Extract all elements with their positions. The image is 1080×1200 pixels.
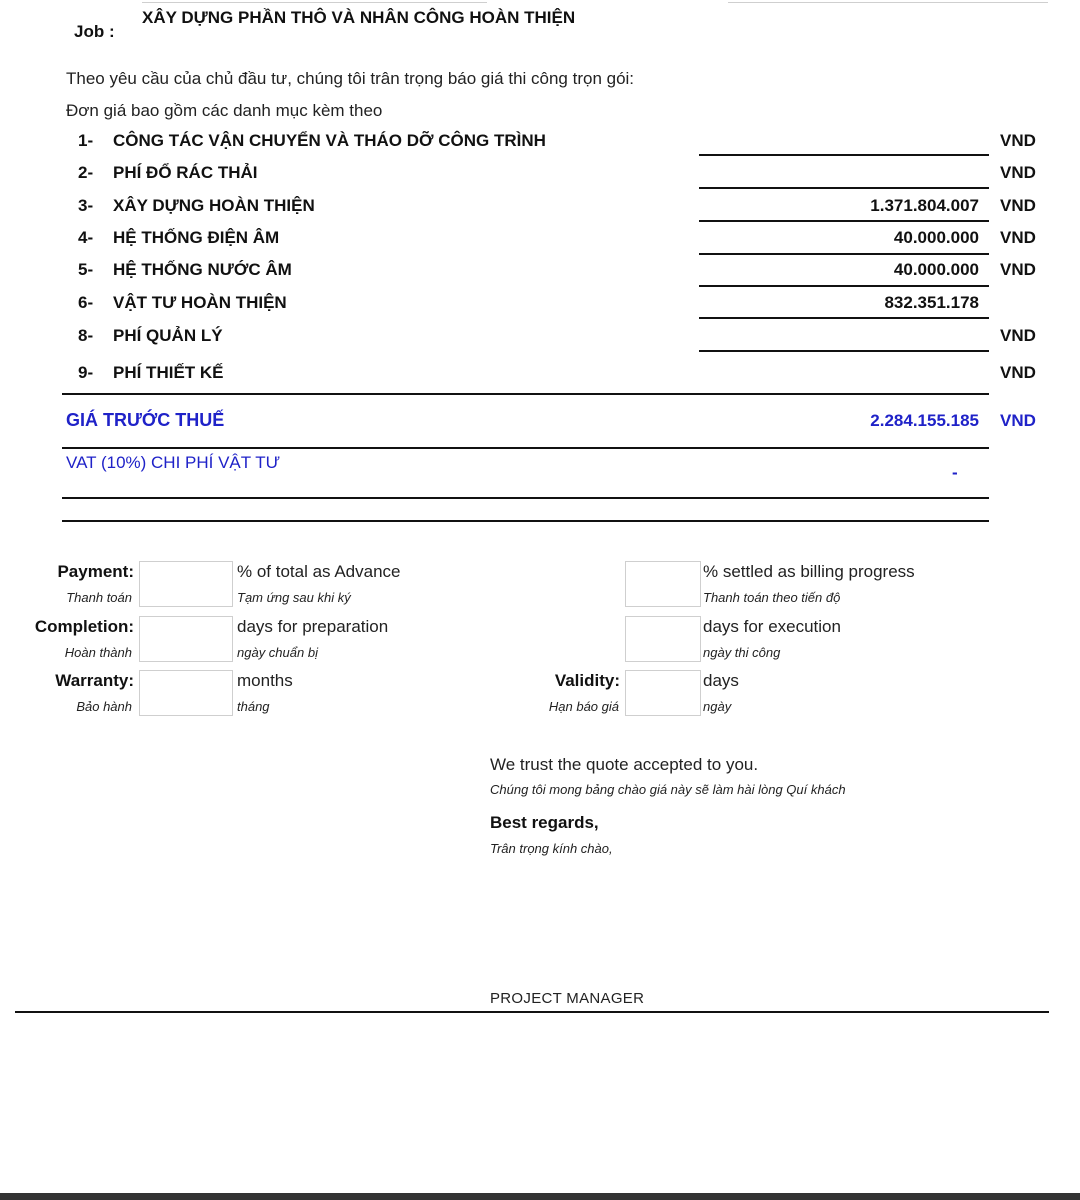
preparation-days-field[interactable]: [139, 616, 233, 662]
item-underline: [699, 154, 989, 156]
validity-label: Validity:: [554, 671, 620, 690]
validity-sub: Hạn báo giá: [548, 699, 619, 714]
item-unit: VND: [1000, 228, 1036, 247]
progress-text: % settled as billing progress: [703, 562, 915, 581]
signature-rule: [15, 1011, 1049, 1013]
progress-percent-field[interactable]: [625, 561, 701, 607]
warranty-months-field[interactable]: [139, 670, 233, 716]
completion-label: Completion:: [34, 617, 134, 636]
item-unit: VND: [1000, 163, 1036, 182]
vat-rule-2: [62, 520, 989, 522]
item-label: HỆ THỐNG ĐIỆN ÂM: [113, 228, 280, 247]
item-underline: [699, 350, 989, 352]
execution-days-field[interactable]: [625, 616, 701, 662]
vat-rule: [62, 497, 989, 499]
item-unit: VND: [1000, 196, 1036, 215]
warranty-text: months: [237, 671, 293, 690]
item-underline: [699, 220, 989, 222]
item-underline: [699, 317, 989, 319]
item-unit: VND: [1000, 326, 1036, 345]
total-rule: [62, 447, 989, 449]
validity-days-field[interactable]: [625, 670, 701, 716]
regards-line-sub: Trân trọng kính chào,: [490, 841, 613, 856]
item-amount: 1.371.804.007: [870, 196, 979, 215]
signer-title: PROJECT MANAGER: [490, 990, 645, 1007]
item-label: CÔNG TÁC VẬN CHUYỂN VÀ THÁO DỠ CÔNG TRÌNH: [113, 131, 546, 150]
intro-line-1: Theo yêu cầu của chủ đầu tư, chúng tôi trân trọng báo giá thi công trọn gói:: [66, 69, 635, 88]
item-number: 2-: [78, 163, 94, 182]
item-number: 5-: [78, 260, 94, 279]
validity-text-sub: ngày: [703, 699, 732, 714]
execution-text: days for execution: [703, 617, 841, 636]
total-unit: VND: [1000, 411, 1036, 430]
item-unit: VND: [1000, 260, 1036, 279]
warranty-label: Warranty:: [55, 671, 134, 690]
item-underline: [699, 253, 989, 255]
intro-line-2: Đơn giá bao gồm các danh mục kèm theo: [66, 101, 383, 120]
trust-line-sub: Chúng tôi mong bảng chào giá này sẽ làm hài lòng Quí khách: [490, 782, 846, 797]
item-amount: 40.000.000: [893, 228, 979, 247]
subtotal-rule: [62, 393, 989, 395]
completion-sub: Hoàn thành: [64, 645, 132, 660]
item-label: PHÍ ĐỔ RÁC THẢI: [113, 163, 258, 182]
job-label: Job :: [74, 22, 115, 41]
total-label: GIÁ TRƯỚC THUẾ: [66, 410, 225, 430]
item-number: 8-: [78, 326, 94, 345]
item-number: 6-: [78, 293, 94, 312]
item-label: PHÍ THIẾT KẾ: [113, 363, 224, 382]
preparation-sub: ngày chuẩn bị: [237, 645, 318, 660]
total-amount: 2.284.155.185: [870, 411, 979, 430]
advance-sub: Tạm ứng sau khi ký: [237, 590, 351, 605]
warranty-text-sub: tháng: [237, 699, 270, 714]
trust-line: We trust the quote accepted to you.: [490, 755, 759, 774]
item-unit: VND: [1000, 131, 1036, 150]
item-amount: 40.000.000: [893, 260, 979, 279]
regards-line: Best regards,: [490, 813, 599, 832]
advance-percent-field[interactable]: [139, 561, 233, 607]
vat-value: -: [952, 463, 958, 482]
item-number: 1-: [78, 131, 94, 150]
item-amount: 832.351.178: [884, 293, 979, 312]
top-rule-right: [728, 2, 1048, 3]
item-number: 3-: [78, 196, 94, 215]
preparation-text: days for preparation: [237, 617, 389, 636]
top-rule-left: [142, 2, 487, 3]
item-label: VẬT TƯ HOÀN THIỆN: [113, 293, 287, 312]
item-number: 4-: [78, 228, 94, 247]
payment-sub: Thanh toán: [66, 590, 132, 605]
advance-text: % of total as Advance: [237, 562, 401, 581]
item-underline: [699, 285, 989, 287]
execution-sub: ngày thi công: [703, 645, 781, 660]
bottom-bar: [0, 1193, 1080, 1200]
job-title: XÂY DỰNG PHẦN THÔ VÀ NHÂN CÔNG HOÀN THIỆN: [142, 8, 576, 27]
item-label: PHÍ QUẢN LÝ: [113, 326, 223, 345]
item-label: HỆ THỐNG NƯỚC ÂM: [113, 260, 292, 279]
warranty-sub: Bảo hành: [76, 699, 132, 714]
item-underline: [699, 187, 989, 189]
payment-label: Payment:: [57, 562, 134, 581]
validity-text: days: [703, 671, 739, 690]
item-number: 9-: [78, 363, 94, 382]
item-label: XÂY DỰNG HOÀN THIỆN: [113, 196, 315, 215]
progress-sub: Thanh toán theo tiến độ: [703, 590, 841, 605]
item-unit: VND: [1000, 363, 1036, 382]
vat-label: VAT (10%) CHI PHÍ VẬT TƯ: [66, 453, 281, 472]
